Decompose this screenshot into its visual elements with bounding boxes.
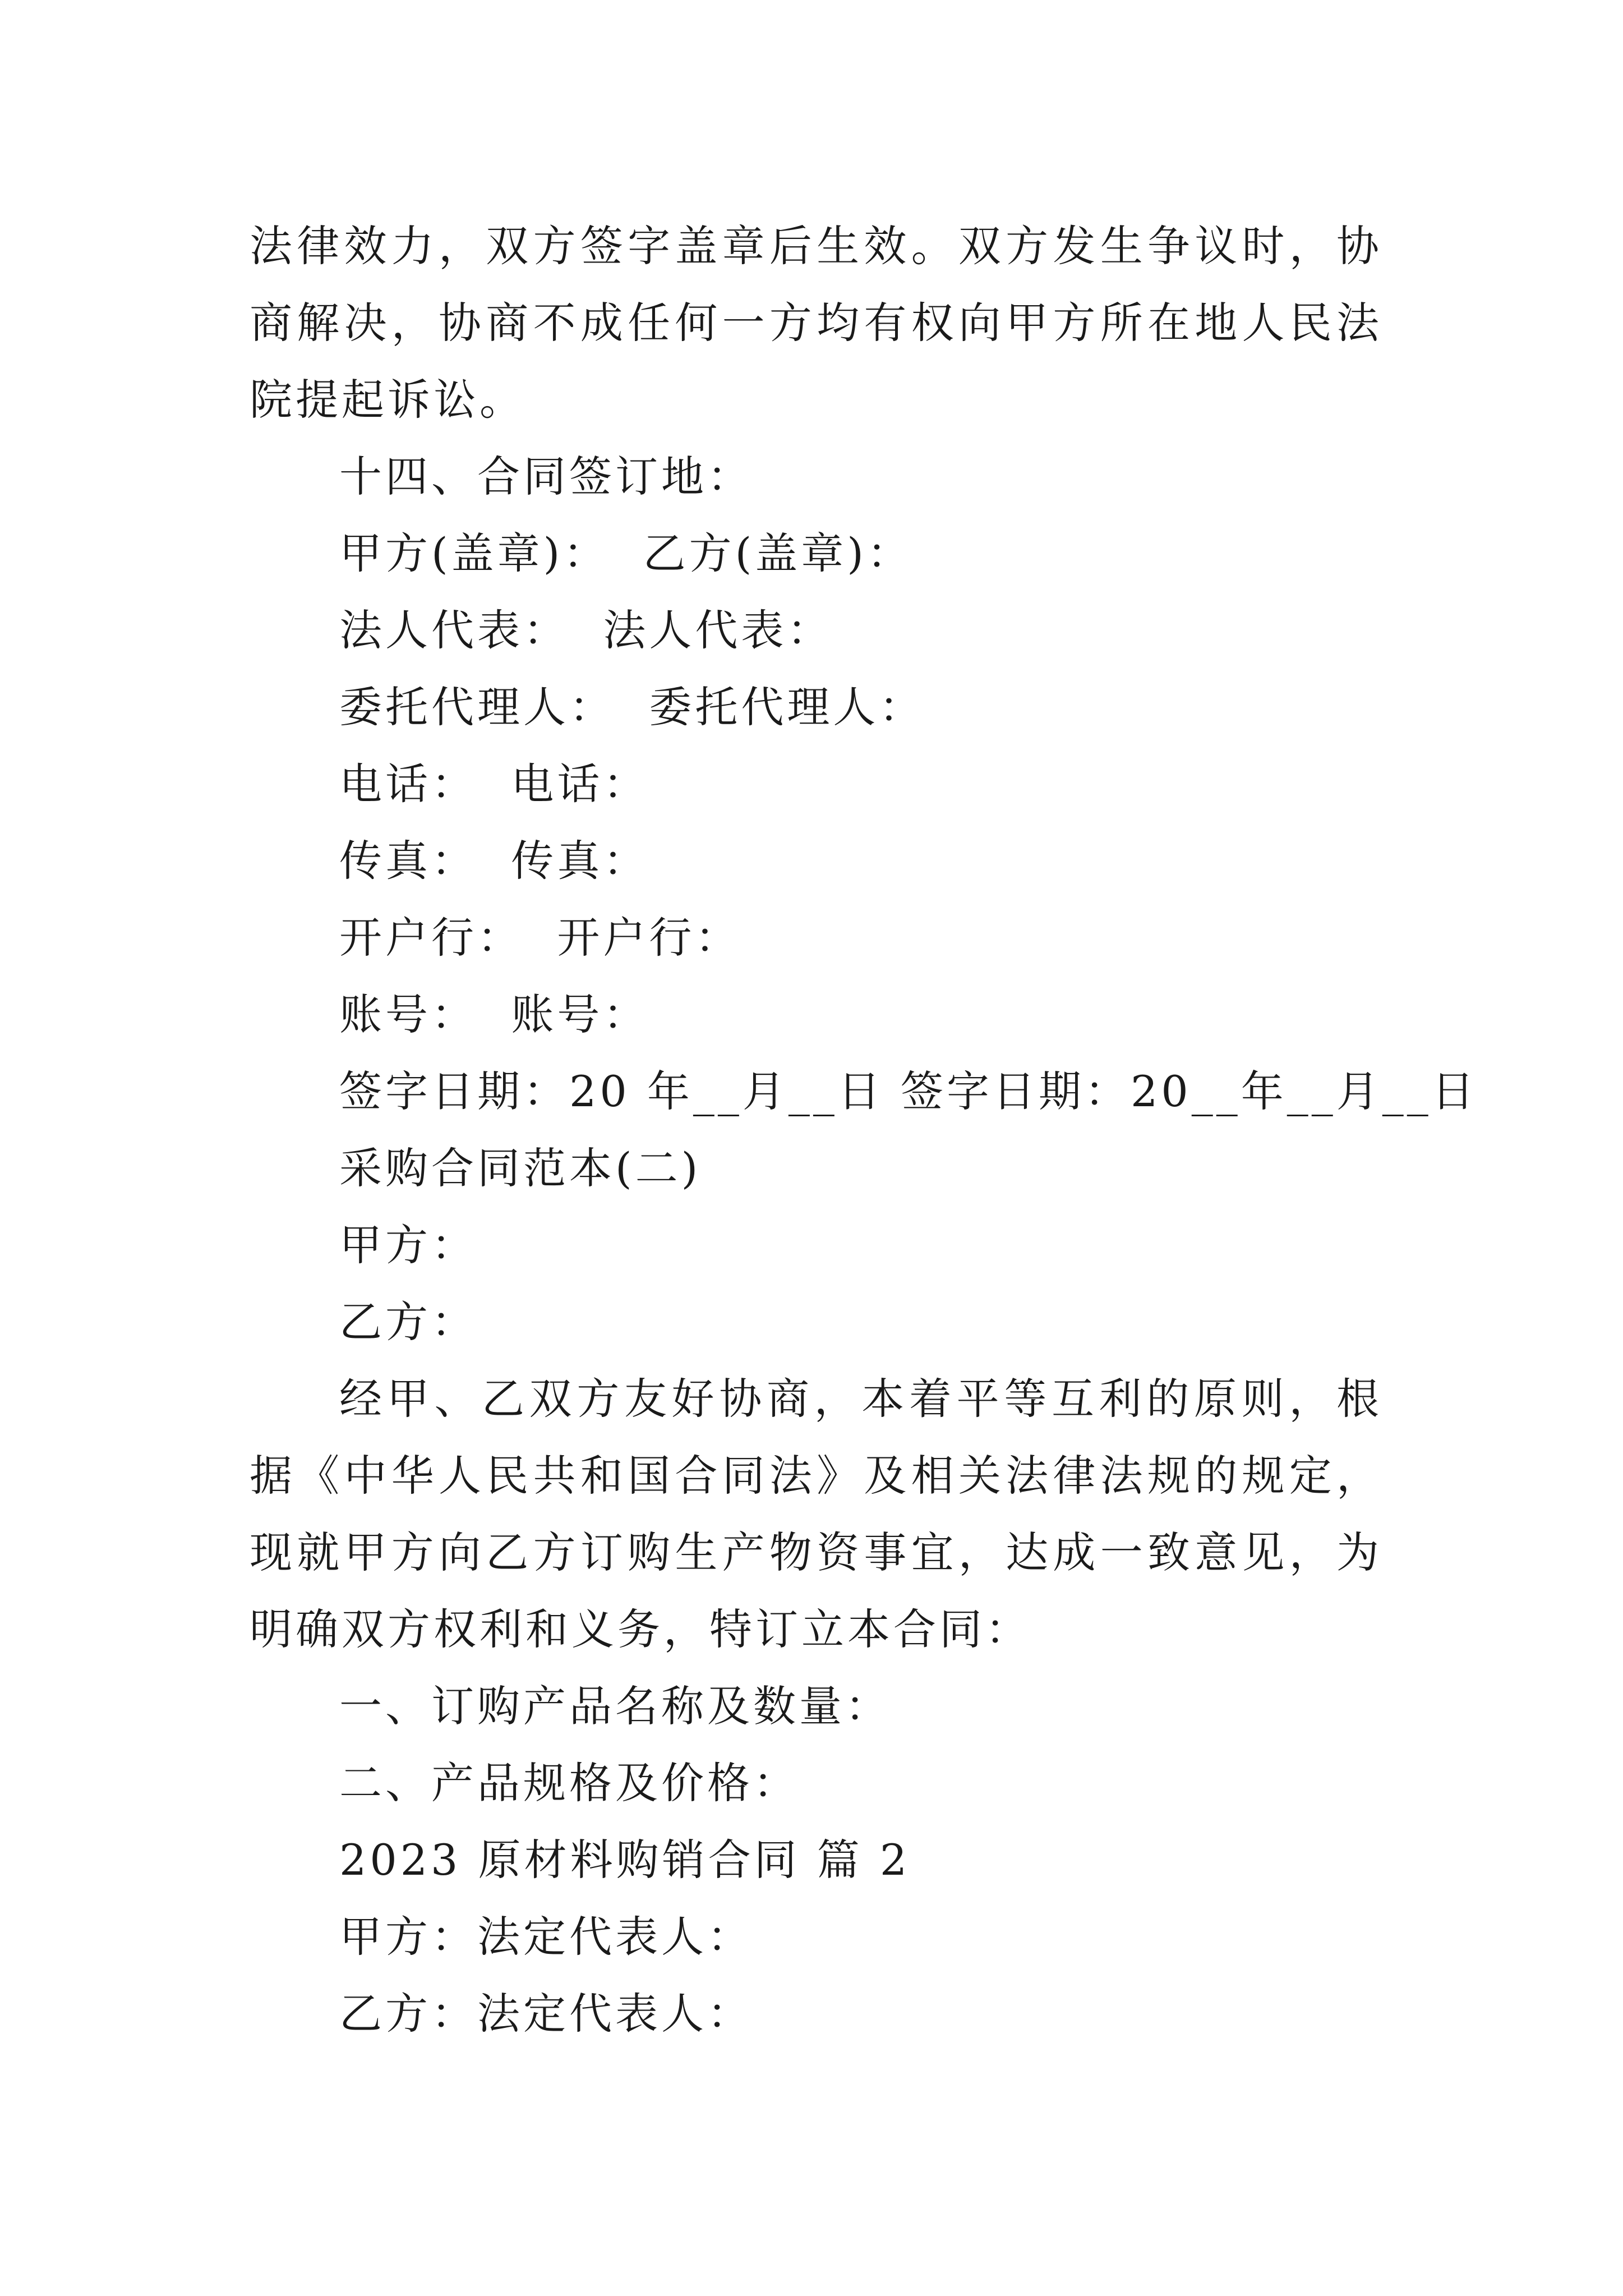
signature-line-fax: 传真： 传真： (339, 836, 649, 886)
document-body (250, 208, 1478, 2052)
signature-line-seal: 甲方(盖章)： 乙方(盖章)： (339, 528, 913, 578)
signature-line-bank: 开户行： 开户行： (339, 913, 741, 963)
party-b-line: 乙方： (339, 1297, 477, 1347)
signature-line-agent: 委托代理人： 委托代理人： (339, 682, 925, 732)
signature-line-account: 账号： 账号： (339, 990, 649, 1039)
party-a-line: 甲方： (339, 1220, 477, 1270)
signature-line-phone: 电话： 电话： (339, 759, 649, 809)
section-title-template-two: 采购合同范本(二) (339, 1143, 702, 1193)
paragraph-agreement-intro: 经甲、乙双方友好协商，本着平等互利的原则，根据《中华人民共和国合同法》及相关法律法规的规定，现就甲方向乙方订购生产物资事宜，达成一致意见，为明确双方权利和义务，特订立本合同： (250, 1374, 1382, 1654)
party-a-legal-rep-line: 甲方：法定代表人： (339, 1912, 753, 1962)
clause-product-name-quantity: 一、订购产品名称及数量： (339, 1681, 891, 1731)
heading-contract-signing-place: 十四、合同签订地： (339, 452, 753, 501)
paragraph-legal-effect: 法律效力，双方签字盖章后生效。双方发生争议时，协商解决，协商不成任何一方均有权向甲方所在地人民法院提起诉讼。 (250, 221, 1382, 425)
clause-product-spec-price: 二、产品规格及价格： (339, 1758, 799, 1808)
party-b-legal-rep-line: 乙方：法定代表人： (339, 1989, 753, 2039)
section-title-contract-two: 2023 原材料购销合同 篇 2 (339, 1835, 911, 1885)
signature-line-date: 签字日期：20 年__月__日 签字日期：20__年__月__日 (339, 1066, 1478, 1116)
signature-line-legal-rep: 法人代表： 法人代表： (339, 605, 833, 655)
